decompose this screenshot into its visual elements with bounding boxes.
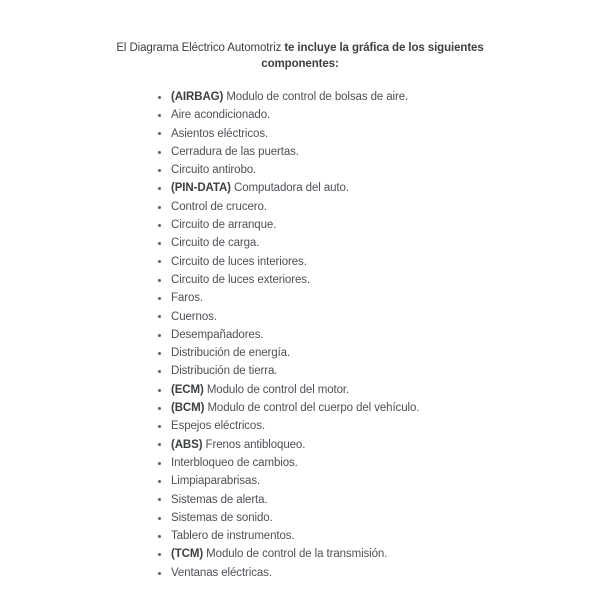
list-item: [158, 545, 600, 563]
list-item-text: [171, 311, 217, 323]
list-item-label: Circuito de carga.: [171, 237, 260, 250]
bullet-icon: [158, 425, 161, 428]
title-regular-text: El Diagrama Eléctrico Automotriz: [116, 42, 285, 54]
bullet-icon: [158, 535, 161, 538]
bullet-icon: [158, 169, 161, 172]
list-item-bold-prefix: (BCM): [171, 402, 205, 415]
list-item: [158, 143, 600, 161]
bullet-icon: [158, 462, 161, 465]
list-item-label: Circuito antirobo.: [171, 164, 257, 177]
bullet-icon: [158, 114, 161, 117]
list-item: [158, 179, 600, 197]
title-line-1: [0, 40, 600, 56]
page-title: [0, 0, 600, 72]
list-item: [158, 289, 600, 307]
list-item: [158, 509, 600, 527]
list-item-bold-prefix: (ECM): [171, 383, 204, 396]
list-item: [158, 472, 600, 490]
list-item-text: [171, 329, 263, 341]
list-item-label: Tablero de instrumentos.: [171, 530, 295, 543]
list-item-text: [171, 457, 298, 469]
list-item: [158, 326, 600, 344]
list-item-text: [171, 494, 268, 506]
list-item: [158, 491, 600, 509]
list-item-label: Distribución de tierra.: [171, 365, 278, 378]
list-item-text: [171, 512, 273, 524]
list-item: [158, 454, 600, 472]
list-item: [158, 564, 600, 582]
bullet-icon: [158, 279, 161, 282]
list-item-bold-prefix: (ABS): [171, 438, 203, 451]
list-item-text: [171, 292, 203, 304]
list-item-label: Espejos eléctricos.: [171, 420, 265, 433]
bullet-icon: [158, 96, 161, 99]
list-item-label: Limpiaparabrisas.: [171, 475, 261, 488]
component-list: [0, 88, 600, 582]
list-item: [158, 253, 600, 271]
list-item-label: Modulo de control del cuerpo del vehículo.: [204, 402, 420, 415]
list-item-label: Desempañadores.: [171, 328, 264, 341]
bullet-icon: [158, 206, 161, 209]
list-item-text: [171, 365, 277, 377]
bullet-icon: [158, 553, 161, 556]
bullet-icon: [158, 224, 161, 227]
list-item-label: Circuito de luces interiores.: [171, 255, 307, 268]
list-item: [158, 362, 600, 380]
list-item: [158, 436, 600, 454]
list-item: [158, 271, 600, 289]
list-item-text: [171, 109, 270, 121]
bullet-icon: [158, 260, 161, 263]
bullet-icon: [158, 407, 161, 410]
list-item-label: Circuito de arranque.: [171, 219, 277, 232]
list-item: [158, 216, 600, 234]
list-item: [158, 88, 600, 106]
list-item-text: [171, 384, 349, 396]
list-item-text: [171, 530, 295, 542]
list-item-label: Interbloqueo de cambios.: [171, 456, 298, 469]
bullet-icon: [158, 315, 161, 318]
list-item-text: [171, 91, 408, 103]
list-item-text: [171, 164, 256, 176]
bullet-icon: [158, 370, 161, 373]
list-item-text: [171, 146, 299, 158]
bullet-icon: [158, 187, 161, 190]
list-item-text: [171, 439, 305, 451]
list-item: [158, 161, 600, 179]
list-item-label: Aire acondicionado.: [171, 109, 271, 122]
list-item-text: [171, 182, 349, 194]
list-item-text: [171, 219, 276, 231]
list-item-text: [171, 347, 290, 359]
list-item-label: Control de crucero.: [171, 200, 267, 213]
list-item: [158, 527, 600, 545]
list-item-label: Cuernos.: [171, 310, 217, 323]
bullet-icon: [158, 334, 161, 337]
list-item-label: Sistemas de sonido.: [171, 511, 273, 524]
list-item-text: [171, 237, 259, 249]
bullet-icon: [158, 498, 161, 501]
list-item: [158, 308, 600, 326]
list-item-text: [171, 475, 260, 487]
list-item-label: Cerradura de las puertas.: [171, 145, 299, 158]
list-item-label: Modulo de control de la transmisión.: [203, 548, 388, 561]
list-item-label: Distribución de energía.: [171, 347, 291, 360]
list-item: [158, 106, 600, 124]
list-item-label: Ventanas eléctricas.: [171, 566, 272, 579]
list-item-label: Asientos eléctricos.: [171, 127, 269, 140]
list-item-bold-prefix: (PIN-DATA): [171, 182, 231, 195]
bullet-icon: [158, 297, 161, 300]
bullet-icon: [158, 572, 161, 575]
bullet-icon: [158, 443, 161, 446]
list-item-text: [171, 567, 272, 579]
list-item: [158, 198, 600, 216]
bullet-icon: [158, 352, 161, 355]
bullet-icon: [158, 132, 161, 135]
list-item-label: Frenos antibloqueo.: [202, 438, 306, 451]
list-item-bold-prefix: (TCM): [171, 548, 204, 561]
list-item: [158, 125, 600, 143]
list-item-text: [171, 201, 267, 213]
list-item-label: Computadora del auto.: [230, 182, 349, 195]
bullet-icon: [158, 151, 161, 154]
list-item-text: [171, 548, 387, 560]
list-item: [158, 234, 600, 252]
list-item-text: [171, 128, 268, 140]
bullet-icon: [158, 517, 161, 520]
list-item-label: Circuito de luces exteriores.: [171, 273, 310, 286]
list-item-bold-prefix: (AIRBAG): [171, 91, 224, 103]
list-item-text: [171, 402, 419, 414]
list-item-label: Faros.: [171, 292, 203, 305]
title-line-2: componentes:: [261, 58, 339, 70]
list-item-label: Modulo de control de bolsas de aire.: [223, 91, 409, 103]
title-bold-text: te incluye la gráfica de los siguientes: [284, 42, 484, 54]
bullet-icon: [158, 242, 161, 245]
list-item-label: Modulo de control del motor.: [203, 383, 350, 396]
list-item: [158, 344, 600, 362]
list-item-label: Sistemas de alerta.: [171, 493, 268, 506]
bullet-icon: [158, 480, 161, 483]
list-item-text: [171, 274, 310, 286]
list-item-text: [171, 256, 307, 268]
list-item: [158, 381, 600, 399]
list-item: [158, 399, 600, 417]
list-item: [158, 417, 600, 435]
bullet-icon: [158, 389, 161, 392]
list-item-text: [171, 420, 265, 432]
